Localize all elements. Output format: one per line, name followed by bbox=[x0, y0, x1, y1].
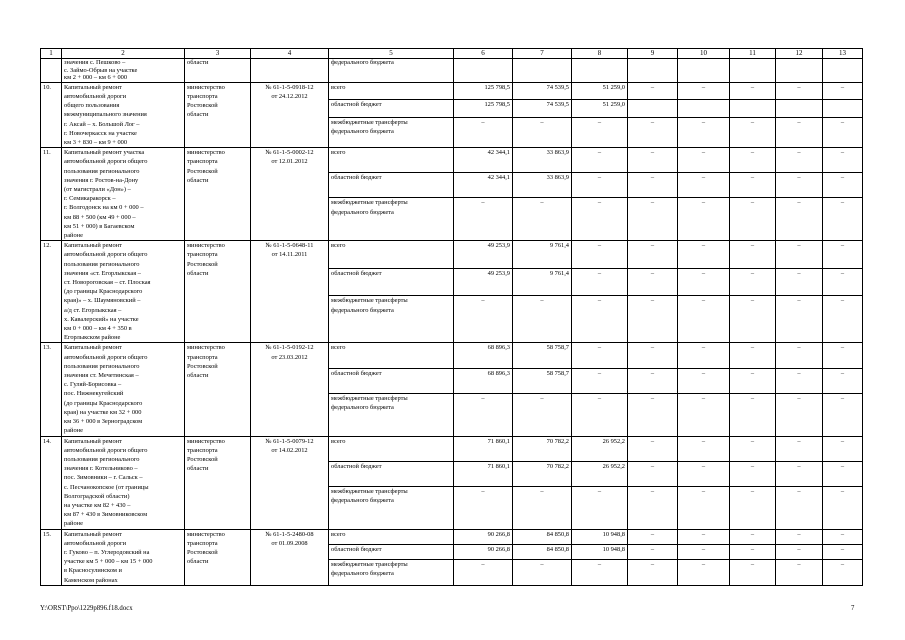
amount-cell: 68 896,3 bbox=[454, 368, 513, 393]
amount-cell: – bbox=[823, 148, 863, 173]
amount-cell: – bbox=[730, 118, 776, 148]
funding-source: межбюджетные трансферты федерального бюджета bbox=[329, 486, 454, 529]
amount-cell: 74 539,5 bbox=[513, 82, 572, 100]
amount-cell: – bbox=[776, 148, 823, 173]
amount-cell: – bbox=[572, 198, 628, 241]
amount-cell: – bbox=[730, 148, 776, 173]
amount-cell: – bbox=[572, 118, 628, 148]
amount-cell: – bbox=[513, 393, 572, 436]
amount-cell: – bbox=[572, 559, 628, 585]
amount-cell: – bbox=[628, 368, 678, 393]
amount-cell: – bbox=[678, 461, 730, 486]
amount-cell: – bbox=[776, 559, 823, 585]
column-number: 4 bbox=[251, 49, 329, 59]
amount-cell: – bbox=[776, 486, 823, 529]
object-name: Капитальный ремонт автомобильной дороги общего пользования регионального значения г. Котельниково – пос. Зимовники – г. Сальск – с. Песчанокопское (от границы Волгоградской области) на участке км 82 + 430 – км 87 + 430 в Зимовниковском районе bbox=[62, 436, 185, 529]
amount-cell: 9 761,4 bbox=[513, 268, 572, 296]
amount-cell: – bbox=[628, 544, 678, 559]
amount-cell: – bbox=[628, 241, 678, 269]
amount-cell: 70 782,2 bbox=[513, 461, 572, 486]
funding-source: межбюджетные трансферты федерального бюджета bbox=[329, 559, 454, 585]
amount-cell: – bbox=[572, 296, 628, 343]
ministry: министерство транспорта Ростовской области bbox=[185, 343, 251, 436]
column-number: 2 bbox=[62, 49, 185, 59]
amount-cell: – bbox=[628, 118, 678, 148]
amount-cell: 51 259,0 bbox=[572, 82, 628, 100]
row-number: 13. bbox=[41, 343, 62, 436]
object-name: Капитальный ремонт автомобильной дороги общего пользования межмуниципального значения г. Аксай – х. Большой Лог – г. Новочеркасск на участке км 3 + 830 – км 9 + 000 bbox=[62, 82, 185, 147]
amount-cell: – bbox=[572, 368, 628, 393]
amount-cell: – bbox=[678, 343, 730, 368]
funding-source: всего bbox=[329, 148, 454, 173]
amount-cell: 90 266,8 bbox=[454, 544, 513, 559]
funding-source: всего bbox=[329, 82, 454, 100]
amount-cell: – bbox=[678, 529, 730, 544]
funding-source: областной бюджет bbox=[329, 461, 454, 486]
funding-source: межбюджетные трансферты федерального бюджета bbox=[329, 393, 454, 436]
amount-cell: – bbox=[513, 486, 572, 529]
funding-source: областной бюджет bbox=[329, 173, 454, 198]
amount-cell: – bbox=[776, 82, 823, 100]
amount-cell: – bbox=[572, 173, 628, 198]
amount-cell: – bbox=[730, 486, 776, 529]
amount-cell: – bbox=[678, 118, 730, 148]
amount-cell: – bbox=[678, 368, 730, 393]
funding-source: областной бюджет bbox=[329, 268, 454, 296]
amount-cell: 9 761,4 bbox=[513, 241, 572, 269]
contract-number: № 61-1-5-0079-12 от 14.02.2012 bbox=[251, 436, 329, 529]
amount-cell: – bbox=[776, 544, 823, 559]
amount-cell: – bbox=[513, 559, 572, 585]
amount-cell: 68 896,3 bbox=[454, 343, 513, 368]
amount-cell: 71 860,1 bbox=[454, 461, 513, 486]
ministry: области bbox=[185, 59, 251, 83]
amount-cell: – bbox=[678, 559, 730, 585]
amount-cell: 71 860,1 bbox=[454, 436, 513, 461]
amount-cell: 125 798,5 bbox=[454, 82, 513, 100]
column-number: 11 bbox=[730, 49, 776, 59]
amount-cell: – bbox=[678, 148, 730, 173]
continued-row bbox=[41, 59, 863, 83]
amount-cell: – bbox=[572, 241, 628, 269]
amount-cell: – bbox=[823, 296, 863, 343]
amount-cell: – bbox=[776, 198, 823, 241]
amount-cell: – bbox=[823, 486, 863, 529]
amount-cell: 10 948,8 bbox=[572, 529, 628, 544]
funding-source: межбюджетные трансферты федерального бюджета bbox=[329, 296, 454, 343]
column-number: 7 bbox=[513, 49, 572, 59]
amount-cell: 26 952,2 bbox=[572, 461, 628, 486]
amount-cell: – bbox=[513, 296, 572, 343]
amount-cell: 42 344,1 bbox=[454, 173, 513, 198]
amount-cell: – bbox=[513, 118, 572, 148]
amount-cell: – bbox=[730, 544, 776, 559]
amount-cell: – bbox=[823, 82, 863, 100]
amount-cell: – bbox=[730, 173, 776, 198]
funding-source: всего bbox=[329, 436, 454, 461]
table-row bbox=[41, 436, 863, 461]
amount-cell: – bbox=[730, 198, 776, 241]
document-page bbox=[40, 48, 862, 586]
amount-cell: – bbox=[628, 198, 678, 241]
amount-cell: 58 758,7 bbox=[513, 368, 572, 393]
table-row bbox=[41, 82, 863, 100]
column-number: 6 bbox=[454, 49, 513, 59]
amount-cell: – bbox=[678, 544, 730, 559]
funding-source: межбюджетные трансферты федерального бюджета bbox=[329, 198, 454, 241]
contract-number: № 61-1-5-0648-11 от 14.11.2011 bbox=[251, 241, 329, 343]
amount-cell: – bbox=[776, 368, 823, 393]
amount-cell: – bbox=[776, 296, 823, 343]
contract-number: № 61-1-5-0192-12 от 23.03.2012 bbox=[251, 343, 329, 436]
amount-cell: – bbox=[454, 559, 513, 585]
column-number: 12 bbox=[776, 49, 823, 59]
amount-cell: 33 863,9 bbox=[513, 173, 572, 198]
amount-cell: – bbox=[454, 296, 513, 343]
column-number: 5 bbox=[329, 49, 454, 59]
row-number: 12. bbox=[41, 241, 62, 343]
amount-cell: – bbox=[823, 118, 863, 148]
ministry: министерство транспорта Ростовской области bbox=[185, 82, 251, 147]
amount-cell: – bbox=[572, 486, 628, 529]
amount-cell: – bbox=[628, 559, 678, 585]
amount-cell: – bbox=[628, 82, 678, 100]
amount-cell: – bbox=[572, 268, 628, 296]
contract-number: № 61-1-5-0002-12 от 12.01.2012 bbox=[251, 148, 329, 241]
amount-cell: – bbox=[823, 461, 863, 486]
footer-page-number: 7 bbox=[851, 605, 855, 612]
amount-cell: – bbox=[572, 343, 628, 368]
program-table bbox=[40, 48, 863, 586]
amount-cell: – bbox=[628, 173, 678, 198]
column-number: 1 bbox=[41, 49, 62, 59]
amount-cell bbox=[678, 100, 730, 118]
amount-cell: – bbox=[628, 393, 678, 436]
table-row bbox=[41, 343, 863, 368]
amount-cell: 51 259,0 bbox=[572, 100, 628, 118]
table-row bbox=[41, 241, 863, 269]
amount-cell: – bbox=[454, 198, 513, 241]
amount-cell: – bbox=[678, 173, 730, 198]
contract-number: № 61-1-5-0918-12 от 24.12.2012 bbox=[251, 82, 329, 147]
funding-source: всего bbox=[329, 529, 454, 544]
amount-cell: 42 344,1 bbox=[454, 148, 513, 173]
contract-number: № 61-1-5-2480-08 от 01.09.2008 bbox=[251, 529, 329, 585]
column-number: 3 bbox=[185, 49, 251, 59]
amount-cell: – bbox=[730, 82, 776, 100]
amount-cell: – bbox=[823, 393, 863, 436]
ministry: министерство транспорта Ростовской области bbox=[185, 241, 251, 343]
amount-cell: – bbox=[572, 393, 628, 436]
amount-cell: – bbox=[678, 82, 730, 100]
amount-cell: – bbox=[678, 296, 730, 343]
table-row bbox=[41, 148, 863, 173]
amount-cell: – bbox=[628, 529, 678, 544]
row-number: 14. bbox=[41, 436, 62, 529]
amount-cell: – bbox=[823, 529, 863, 544]
object-name: значения с. Пешково – с. Займо-Обрыв на участке км 2 + 000 – км 6 + 000 bbox=[62, 59, 185, 83]
ministry: министерство транспорта Ростовской области bbox=[185, 436, 251, 529]
amount-cell: – bbox=[678, 486, 730, 529]
funding-source: всего bbox=[329, 241, 454, 269]
amount-cell: – bbox=[730, 529, 776, 544]
amount-cell: – bbox=[823, 544, 863, 559]
ministry: министерство транспорта Ростовской области bbox=[185, 529, 251, 585]
amount-cell: – bbox=[730, 368, 776, 393]
amount-cell: – bbox=[628, 436, 678, 461]
amount-cell: – bbox=[730, 393, 776, 436]
amount-cell: – bbox=[730, 268, 776, 296]
amount-cell: – bbox=[730, 241, 776, 269]
amount-cell bbox=[776, 100, 823, 118]
amount-cell: – bbox=[628, 148, 678, 173]
amount-cell: – bbox=[823, 436, 863, 461]
amount-cell: 49 253,9 bbox=[454, 241, 513, 269]
footer-file-path: Y:\ORST\Ppo\1229p896.f18.docx bbox=[40, 605, 133, 612]
row-number: 15. bbox=[41, 529, 62, 585]
funding-source: межбюджетные трансферты федерального бюджета bbox=[329, 118, 454, 148]
funding-source: областной бюджет bbox=[329, 544, 454, 559]
column-number-row bbox=[41, 49, 863, 59]
amount-cell: – bbox=[776, 268, 823, 296]
amount-cell: – bbox=[823, 241, 863, 269]
amount-cell: – bbox=[628, 461, 678, 486]
object-name: Капитальный ремонт автомобильной дороги г. Гуково – п. Углеродовский на участке км 5 + 000 – км 15 + 000 в Красносулинском и Каменском районах bbox=[62, 529, 185, 585]
amount-cell: 33 863,9 bbox=[513, 148, 572, 173]
amount-cell: 125 798,5 bbox=[454, 100, 513, 118]
amount-cell: – bbox=[823, 173, 863, 198]
amount-cell: – bbox=[730, 436, 776, 461]
amount-cell: – bbox=[823, 368, 863, 393]
amount-cell: – bbox=[678, 198, 730, 241]
amount-cell: 70 782,2 bbox=[513, 436, 572, 461]
amount-cell: – bbox=[678, 393, 730, 436]
amount-cell: – bbox=[454, 486, 513, 529]
amount-cell: – bbox=[776, 436, 823, 461]
amount-cell: – bbox=[730, 343, 776, 368]
amount-cell: – bbox=[823, 198, 863, 241]
amount-cell: – bbox=[776, 118, 823, 148]
amount-cell: 84 850,8 bbox=[513, 529, 572, 544]
amount-cell: – bbox=[776, 529, 823, 544]
amount-cell: – bbox=[678, 268, 730, 296]
row-number: 10. bbox=[41, 82, 62, 147]
table-row bbox=[41, 529, 863, 544]
amount-cell bbox=[730, 100, 776, 118]
amount-cell: 58 758,7 bbox=[513, 343, 572, 368]
amount-cell: 74 539,5 bbox=[513, 100, 572, 118]
amount-cell: – bbox=[730, 296, 776, 343]
column-number: 13 bbox=[823, 49, 863, 59]
column-number: 8 bbox=[572, 49, 628, 59]
funding-source: областной бюджет bbox=[329, 368, 454, 393]
amount-cell: 90 266,8 bbox=[454, 529, 513, 544]
amount-cell: – bbox=[823, 559, 863, 585]
column-number: 9 bbox=[628, 49, 678, 59]
amount-cell: – bbox=[678, 241, 730, 269]
object-name: Капитальный ремонт участка автомобильной дороги общего пользования регионального значения г. Ростов-на-Дону (от магистрали «Дон») – г. Семикаракорск – г. Волгодонск на км 0 + 000 – км 88 + 500 (км 49 + 000 – км 51 + 000) в Багаевском районе bbox=[62, 148, 185, 241]
amount-cell: – bbox=[776, 393, 823, 436]
amount-cell: – bbox=[823, 343, 863, 368]
amount-cell: – bbox=[454, 393, 513, 436]
funding-source: областной бюджет bbox=[329, 100, 454, 118]
amount-cell bbox=[823, 100, 863, 118]
amount-cell: – bbox=[628, 268, 678, 296]
ministry: министерство транспорта Ростовской области bbox=[185, 148, 251, 241]
amount-cell: – bbox=[776, 461, 823, 486]
amount-cell: – bbox=[776, 343, 823, 368]
amount-cell: – bbox=[628, 486, 678, 529]
amount-cell: – bbox=[776, 241, 823, 269]
amount-cell: 49 253,9 bbox=[454, 268, 513, 296]
amount-cell bbox=[628, 100, 678, 118]
funding-source: всего bbox=[329, 343, 454, 368]
amount-cell: – bbox=[730, 559, 776, 585]
funding-source: федерального бюджета bbox=[329, 59, 454, 83]
column-number: 10 bbox=[678, 49, 730, 59]
amount-cell: – bbox=[628, 296, 678, 343]
amount-cell: – bbox=[730, 461, 776, 486]
amount-cell: – bbox=[572, 148, 628, 173]
amount-cell: – bbox=[628, 343, 678, 368]
object-name: Капитальный ремонт автомобильной дороги общего пользования регионального значения ст. Мечетинская – с. Гуляй-Борисовка – пос. Нижнекугейский (до границы Краснодарского края) на участке км 32 + 000 км 36 + 000 в Зерноградском районе bbox=[62, 343, 185, 436]
amount-cell: 10 948,8 bbox=[572, 544, 628, 559]
amount-cell: 84 850,8 bbox=[513, 544, 572, 559]
amount-cell: 26 952,2 bbox=[572, 436, 628, 461]
amount-cell: – bbox=[454, 118, 513, 148]
amount-cell: – bbox=[513, 198, 572, 241]
amount-cell: – bbox=[823, 268, 863, 296]
amount-cell: – bbox=[678, 436, 730, 461]
row-number: 11. bbox=[41, 148, 62, 241]
amount-cell: – bbox=[776, 173, 823, 198]
object-name: Капитальный ремонт автомобильной дороги общего пользования регионального значения «ст. Егорлыкская – ст. Новороговская – ст. Плоская (до границы Краснодарского края)» – х. Шаумяновский – а/д ст. Егорлыкская – х. Кавалерский» на участке км 0 + 000 – км 4 + 350 в Егорлыкском районе bbox=[62, 241, 185, 343]
